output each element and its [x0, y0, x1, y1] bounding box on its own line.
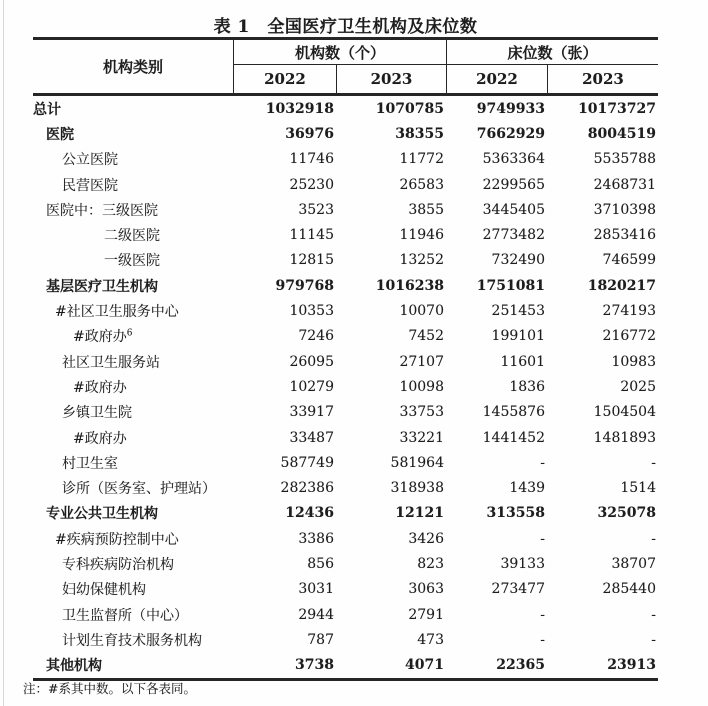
cell-value: 22365 [496, 657, 545, 674]
row-label: 医院中：三级医院 [46, 202, 158, 219]
table-row [33, 248, 658, 273]
cell-value: 5535788 [593, 151, 656, 168]
table-row [33, 475, 658, 500]
cell-value: 318938 [390, 480, 444, 497]
row-label: 二级医院 [104, 228, 160, 245]
cell-value: 33917 [289, 404, 334, 421]
cell-value: 26095 [289, 353, 334, 370]
row-label: 一级医院 [104, 253, 160, 270]
header-year-institutions-2023: 2023 [336, 65, 446, 93]
row-label: 专业公共卫生机构 [46, 506, 158, 523]
cell-value: - [651, 530, 656, 547]
cell-value: 1441452 [482, 429, 545, 446]
cell-value: 581964 [390, 454, 444, 471]
row-label: 卫生监督所（中心） [62, 607, 188, 624]
cell-value: 1455876 [482, 404, 545, 421]
cell-value: 2299565 [482, 176, 545, 193]
cell-value: 10173727 [578, 100, 656, 117]
cell-value: 7662929 [476, 125, 545, 142]
cell-value: 216772 [602, 328, 656, 345]
table-row [33, 400, 658, 425]
row-label: 其他机构 [46, 658, 102, 675]
cell-value: 3523 [298, 201, 334, 218]
cell-value: 36976 [285, 125, 334, 142]
cell-value: 9749933 [476, 100, 545, 117]
cell-value: 1481893 [593, 429, 656, 446]
cell-value: 11601 [500, 353, 545, 370]
cell-value: 10070 [399, 303, 444, 320]
row-label: 民营医院 [62, 177, 118, 194]
row-label: 村卫生室 [62, 455, 118, 472]
cell-value: 11946 [399, 227, 444, 244]
cell-value: 25230 [289, 176, 334, 193]
cell-value: 587749 [280, 454, 334, 471]
table-row [33, 374, 658, 399]
cell-value: 273477 [491, 581, 545, 598]
cell-value: 787 [307, 631, 334, 648]
table-row [33, 602, 658, 627]
cell-value: 732490 [491, 252, 545, 269]
cell-value: 1032918 [265, 100, 334, 117]
row-label: 专科疾病防治机构 [62, 556, 174, 573]
cell-value: 3031 [298, 581, 334, 598]
cell-value: 4071 [405, 657, 444, 674]
cell-value: - [651, 454, 656, 471]
cell-value: 8004519 [587, 125, 656, 142]
cell-value: 39133 [500, 555, 545, 572]
cell-value: 3063 [408, 581, 444, 598]
cell-value: 12436 [285, 505, 334, 522]
row-label: 总计 [33, 101, 61, 118]
table-note: 注：#系其中数。以下各表同。 [23, 681, 196, 696]
cell-value: 1836 [509, 378, 545, 395]
table-title: 表 1 全国医疗卫生机构及床位数 [213, 17, 478, 37]
row-label: #政府办 [73, 430, 127, 447]
cell-value: 2773482 [482, 227, 545, 244]
table-row [33, 425, 658, 450]
cell-value: 1820217 [587, 277, 656, 294]
cell-value: 2025 [620, 378, 656, 395]
table-row [33, 627, 658, 652]
cell-value: 7246 [298, 328, 334, 345]
cell-value: 746599 [602, 252, 656, 269]
table-header [33, 37, 658, 96]
table-row [33, 298, 658, 323]
cell-value: 979768 [275, 277, 334, 294]
header-category: 机构类别 [102, 58, 163, 76]
cell-value: 10098 [399, 378, 444, 395]
table-row [33, 577, 658, 602]
cell-value: 1016238 [375, 277, 444, 294]
cell-value: 285440 [602, 581, 656, 598]
cell-value: 3710398 [593, 201, 656, 218]
table-body [33, 96, 658, 681]
row-label: 计划生育技术服务机构 [62, 632, 202, 649]
cell-value: 473 [417, 631, 444, 648]
cell-value: 13252 [399, 252, 444, 269]
cell-value: 38355 [395, 125, 444, 142]
cell-value: 11746 [289, 151, 334, 168]
cell-value: 10353 [289, 303, 334, 320]
table-row [33, 526, 658, 551]
table-row [33, 147, 658, 172]
cell-value: - [540, 606, 545, 623]
cell-value: 2468731 [593, 176, 656, 193]
cell-value: - [540, 530, 545, 547]
cell-value: 10279 [289, 378, 334, 395]
header-group-institutions: 机构数（个） [233, 40, 446, 65]
cell-value: 7452 [408, 328, 444, 345]
cell-value: 33221 [399, 429, 444, 446]
row-label: #政府办 [73, 379, 127, 396]
cell-value: 2853416 [593, 227, 656, 244]
cell-value: 1751081 [476, 277, 545, 294]
cell-value: 1439 [509, 480, 545, 497]
cell-value: 1504504 [593, 404, 656, 421]
row-label: 妇幼保健机构 [62, 582, 146, 599]
cell-value: - [540, 454, 545, 471]
cell-value: 11145 [289, 227, 334, 244]
cell-value: 38707 [611, 555, 656, 572]
cell-value: 1514 [620, 480, 656, 497]
header-year-beds-2023: 2023 [547, 65, 658, 93]
table-row [33, 501, 658, 526]
scan-edge-line [3, 0, 4, 706]
row-label: #社区卫生服务中心 [55, 304, 179, 321]
table-row [33, 273, 658, 298]
cell-value: 33753 [399, 404, 444, 421]
row-label: #政府办$^6$ [73, 328, 133, 346]
cell-value: 33487 [289, 429, 334, 446]
cell-value: 199101 [491, 328, 545, 345]
cell-value: 26583 [399, 176, 444, 193]
header-year-beds-2022: 2022 [446, 65, 547, 93]
table-row [33, 551, 658, 576]
cell-value: 3738 [295, 657, 334, 674]
cell-value: 2944 [298, 606, 334, 623]
cell-value: 11772 [399, 151, 444, 168]
header-year-institutions-2022: 2022 [233, 65, 336, 93]
cell-value: 3386 [298, 530, 334, 547]
table-row [33, 197, 658, 222]
row-label: 社区卫生服务站 [62, 354, 160, 371]
cell-value: 2791 [408, 606, 444, 623]
table-row [33, 653, 658, 678]
cell-value: 10983 [611, 353, 656, 370]
cell-value: 325078 [597, 505, 656, 522]
cell-value: 3426 [408, 530, 444, 547]
row-label: 公立医院 [62, 152, 118, 169]
table-row [33, 121, 658, 146]
row-label: 基层医疗卫生机构 [46, 278, 158, 295]
cell-value: 282386 [280, 480, 334, 497]
row-label: 医院 [46, 126, 74, 143]
cell-value: 3445405 [482, 201, 545, 218]
cell-value: 27107 [399, 353, 444, 370]
cell-value: 5363364 [482, 151, 545, 168]
table-row [33, 96, 658, 121]
row-label: 乡镇卫生院 [62, 405, 132, 422]
table-row [33, 222, 658, 247]
cell-value: 3855 [408, 201, 444, 218]
table-row [33, 349, 658, 374]
cell-value: 23913 [607, 657, 656, 674]
row-label: 诊所（医务室、护理站） [62, 481, 216, 498]
cell-value: 251453 [491, 303, 545, 320]
table-row [33, 450, 658, 475]
cell-value: - [651, 631, 656, 648]
cell-value: 823 [417, 555, 444, 572]
cell-value: 12121 [395, 505, 444, 522]
cell-value: - [540, 631, 545, 648]
cell-value: 1070785 [375, 100, 444, 117]
footnote-marker: 6 [126, 328, 133, 339]
statistics-table [33, 37, 658, 681]
table-row [33, 324, 658, 349]
table-row [33, 172, 658, 197]
cell-value: - [651, 606, 656, 623]
cell-value: 856 [307, 555, 334, 572]
cell-value: 274193 [602, 303, 656, 320]
row-label: #疾病预防控制中心 [55, 531, 179, 548]
cell-value: 313558 [486, 505, 545, 522]
header-group-beds: 床位数（张） [446, 40, 658, 65]
cell-value: 12815 [289, 252, 334, 269]
